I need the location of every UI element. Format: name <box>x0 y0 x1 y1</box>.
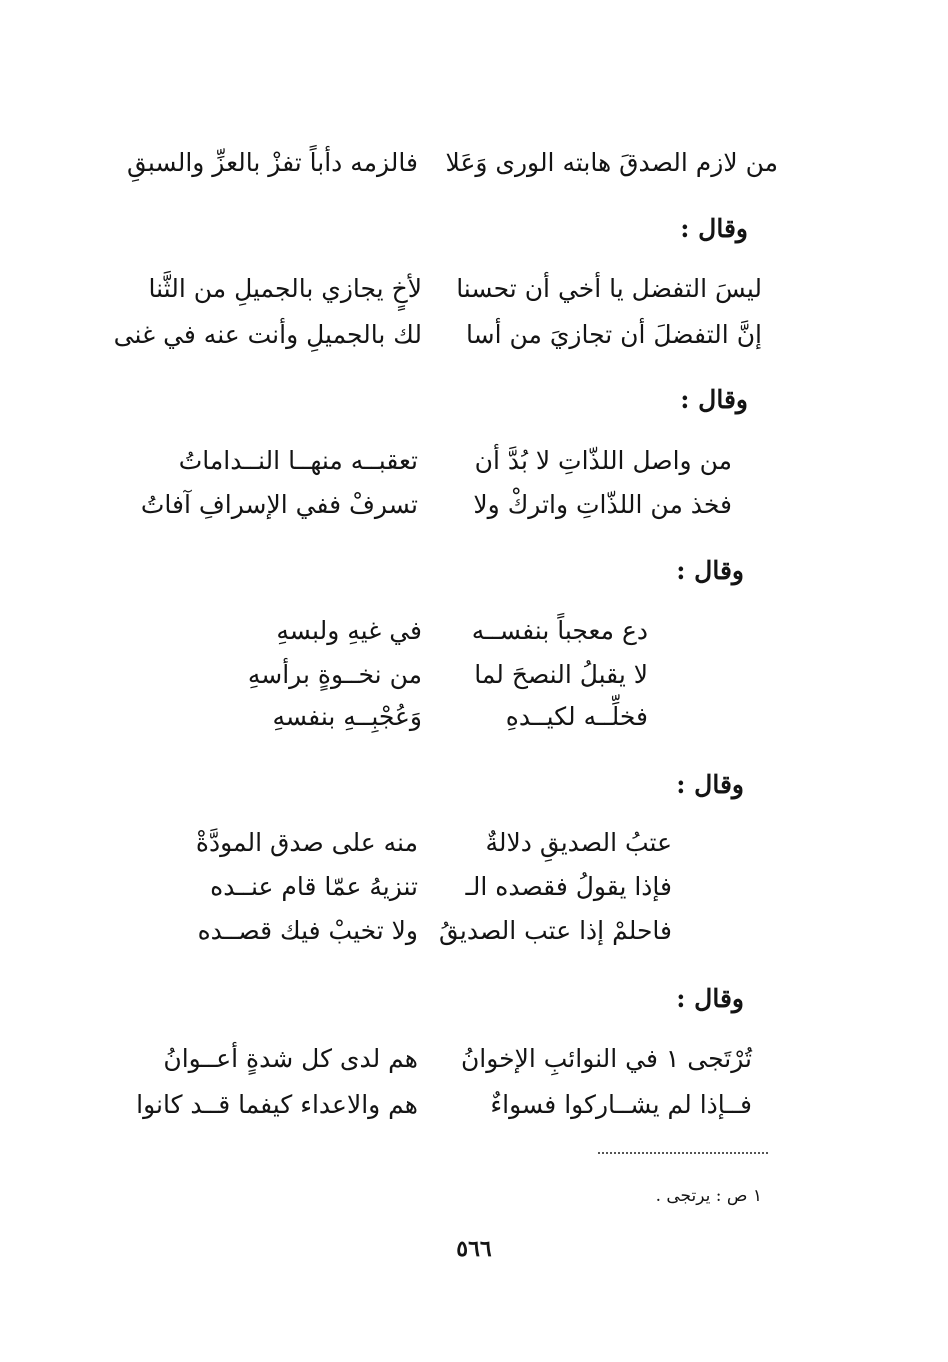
verse-left-hemistich: لك بالجميلِ وأنت عنه في غنى <box>113 320 422 349</box>
verse-right-hemistich: فخلِّــه لكيــدهِ <box>505 702 648 731</box>
verse-left-hemistich: تنزيهُ عمّا قام عنــده <box>210 872 418 901</box>
verse-right-hemistich: لا يقبلُ النصحَ لما <box>474 660 648 689</box>
verse-left-hemistich: من نخــوةٍ برأسهِ <box>247 660 422 689</box>
verse-right-hemistich: فإذا يقولُ فقصده الـ <box>465 872 672 901</box>
verse-left-hemistich: وَعُجْبِــهِ بنفسهِ <box>272 702 422 731</box>
poem-intro: وقال : <box>676 770 744 799</box>
footnote: ١ ص : يرتجى . <box>655 1186 762 1206</box>
verse-right-hemistich: ليسَ التفضل يا أخي أن تحسنا <box>456 274 762 303</box>
verse-right-hemistich: من لازم الصدقَ هابته الورى وَعَلا <box>445 148 778 177</box>
verse-right-hemistich: فخذ من اللذّاتِ واتركْ ولا <box>473 490 732 519</box>
verse-left-hemistich: لأخٍ يجازي بالجميلِ من الثَّنا <box>148 274 422 303</box>
verse-left-hemistich: منه على صدق المودَّةْ <box>195 828 418 857</box>
footnote-divider <box>598 1152 768 1154</box>
verse-right-hemistich: من واصل اللذّاتِ لا بُدَّ أن <box>474 446 732 475</box>
verse-left-hemistich: تعقبــه منهــا النــداماتُ <box>178 446 418 475</box>
poem-intro: وقال : <box>676 984 744 1013</box>
verse-left-hemistich: في غيهِ ولبسهِ <box>276 616 422 645</box>
verse-right-hemistich: فاحلمْ إذا عتب الصديقُ <box>439 916 672 945</box>
page-number: ٥٦٦ <box>456 1236 492 1262</box>
verse-left-hemistich: ولا تخيبْ فيك قصــده <box>197 916 418 945</box>
verse-right-hemistich: فــإذا لم يشــاركوا فسواءٌ <box>490 1090 752 1119</box>
poem-intro: وقال : <box>680 385 748 414</box>
verse-right-hemistich: دع معجباً بنفســه <box>471 616 648 645</box>
verse-left-hemistich: تسرفْ ففي الإسرافِ آفاتُ <box>140 490 418 519</box>
verse-right-hemistich: عتبُ الصديقِ دلالةٌ <box>485 828 672 857</box>
verse-right-hemistich: تُرْتَجى ١ في النوائبِ الإخوانُ <box>460 1044 752 1073</box>
verse-right-hemistich: إنَّ التفضلَ أن تجازيَ من أسا <box>466 320 762 349</box>
poem-intro: وقال : <box>680 214 748 243</box>
poem-intro: وقال : <box>676 556 744 585</box>
verse-left-hemistich: هم لدى كل شدةٍ أعــوانُ <box>163 1044 418 1073</box>
verse-left-hemistich: هم والاعداء كيفما قــد كانوا <box>136 1090 418 1119</box>
verse-left-hemistich: فالزمه دأباً تفزْ بالعزِّ والسبقِ <box>127 148 418 177</box>
